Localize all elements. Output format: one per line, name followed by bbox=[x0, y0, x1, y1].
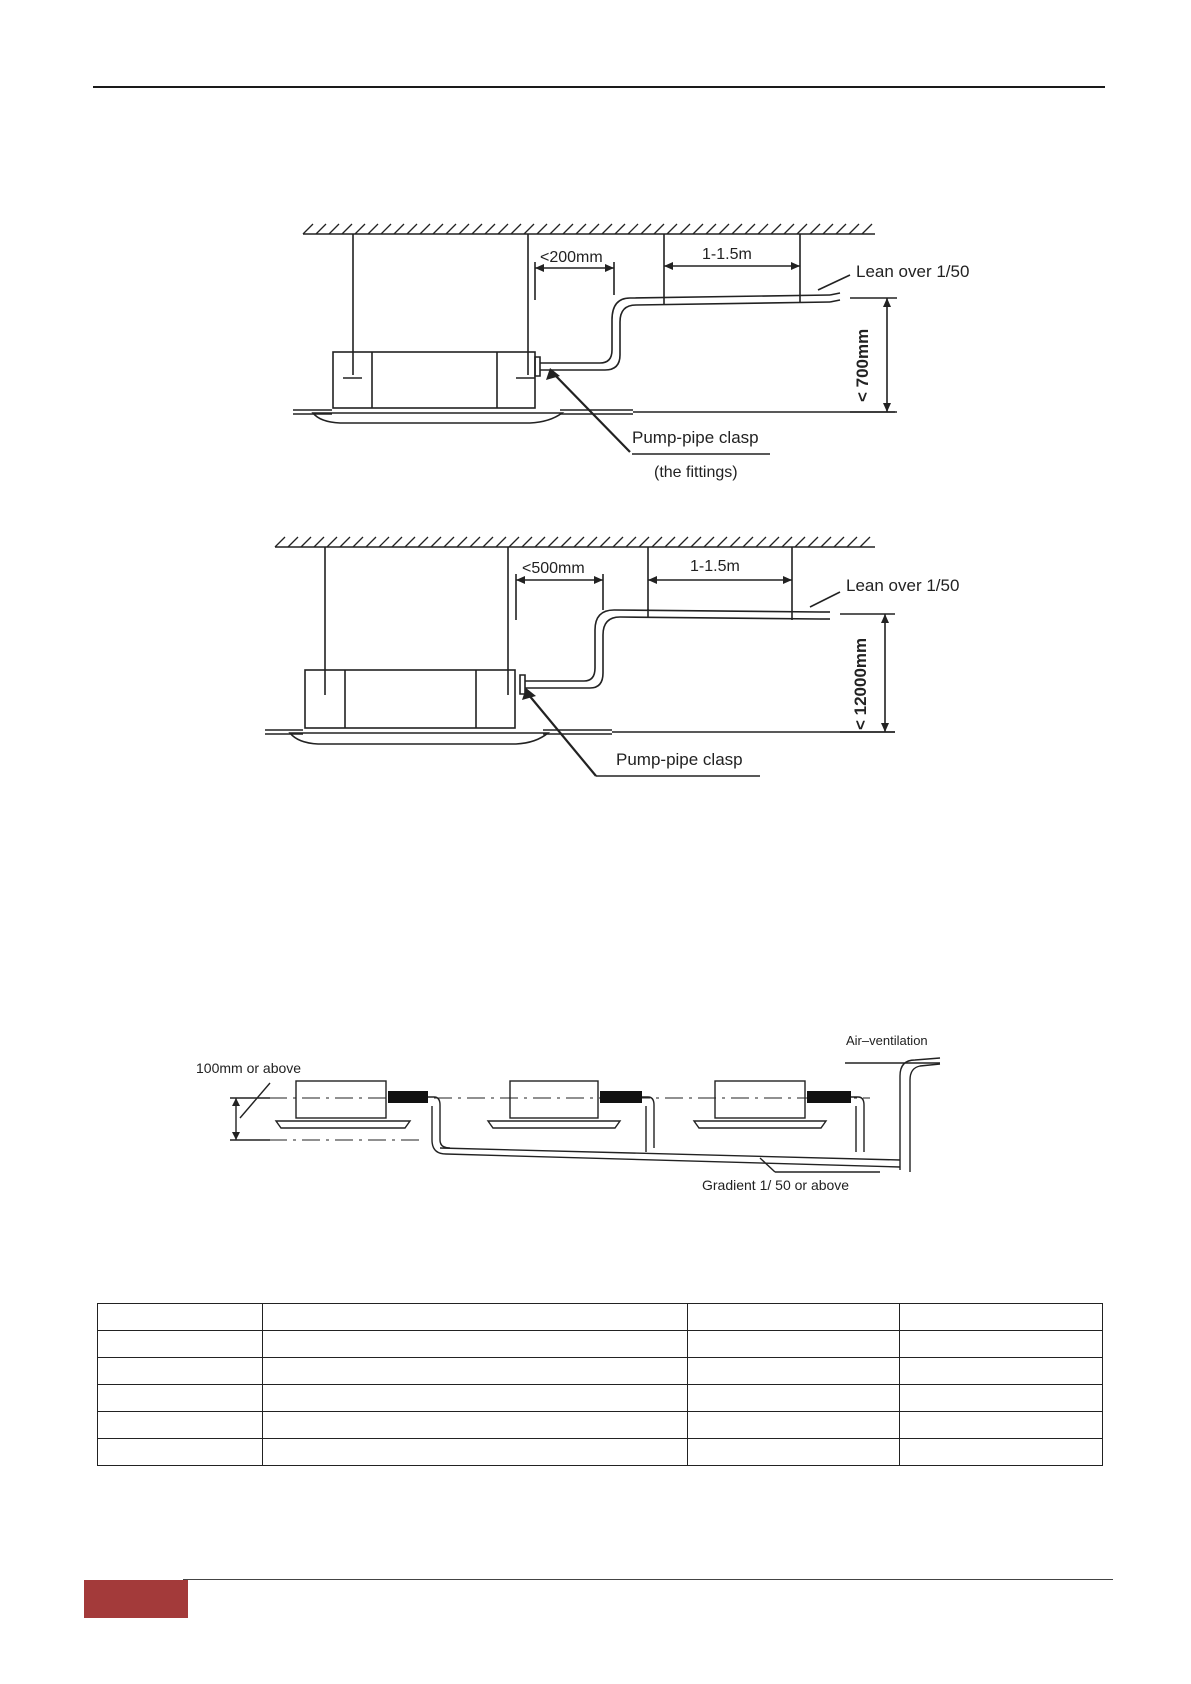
fig2-span-label: 1-1.5m bbox=[690, 558, 740, 575]
cassette-unit-a bbox=[296, 1081, 386, 1118]
hose-b bbox=[600, 1091, 642, 1103]
fig1-clasp-label: Pump-pipe clasp bbox=[632, 428, 759, 447]
table-row bbox=[98, 1439, 1103, 1466]
table-row bbox=[98, 1412, 1103, 1439]
air-vent-pipe bbox=[900, 1058, 940, 1170]
ceiling-hatch-1 bbox=[303, 224, 872, 234]
fig2-height-label: < 12000mm bbox=[851, 637, 870, 730]
fig1-fittings-label: (the fittings) bbox=[654, 464, 738, 481]
cassette-unit-c bbox=[715, 1081, 805, 1118]
cassette-unit-1 bbox=[333, 352, 535, 408]
clasp-leader-1 bbox=[552, 372, 630, 452]
fig2-distance-label: <500mm bbox=[522, 560, 585, 577]
ceiling-hatch-2 bbox=[275, 537, 870, 547]
table-row bbox=[98, 1358, 1103, 1385]
cassette-unit-b bbox=[510, 1081, 598, 1118]
main-drain-pipe bbox=[440, 1148, 900, 1160]
fig3-offset-label: 100mm or above bbox=[196, 1060, 302, 1076]
fig2-clasp-label: Pump-pipe clasp bbox=[616, 750, 743, 769]
hose-c bbox=[807, 1091, 851, 1103]
fig3-gradient-label: Gradient 1/ 50 or above bbox=[702, 1177, 850, 1193]
fig2-lean-label: Lean over 1/50 bbox=[846, 576, 960, 595]
figure-drain-pipe-200mm bbox=[0, 0, 1191, 500]
figure-drain-pipe-500mm bbox=[0, 500, 1191, 800]
drain-pipe-2 bbox=[525, 610, 820, 681]
fig1-distance-label: <200mm bbox=[540, 249, 603, 266]
panel-2 bbox=[290, 733, 548, 744]
footer-accent-block bbox=[84, 1580, 188, 1618]
hose-a bbox=[388, 1091, 428, 1103]
table-row bbox=[98, 1385, 1103, 1412]
cassette-unit-2 bbox=[305, 670, 515, 728]
figure-gradient-layout bbox=[0, 1000, 1191, 1220]
table-row bbox=[98, 1304, 1103, 1331]
panel-1 bbox=[313, 413, 562, 423]
fig1-span-label: 1-1.5m bbox=[702, 246, 752, 263]
fig1-lean-label: Lean over 1/50 bbox=[856, 262, 970, 281]
data-table bbox=[97, 1303, 1103, 1466]
table-row bbox=[98, 1331, 1103, 1358]
fig3-vent-label: Air–ventilation bbox=[846, 1033, 928, 1048]
drain-pipe-1 bbox=[540, 295, 830, 363]
footer-rule bbox=[183, 1579, 1113, 1580]
fig1-height-label: < 700mm bbox=[853, 328, 872, 402]
clasp-leader-2 bbox=[528, 694, 596, 776]
